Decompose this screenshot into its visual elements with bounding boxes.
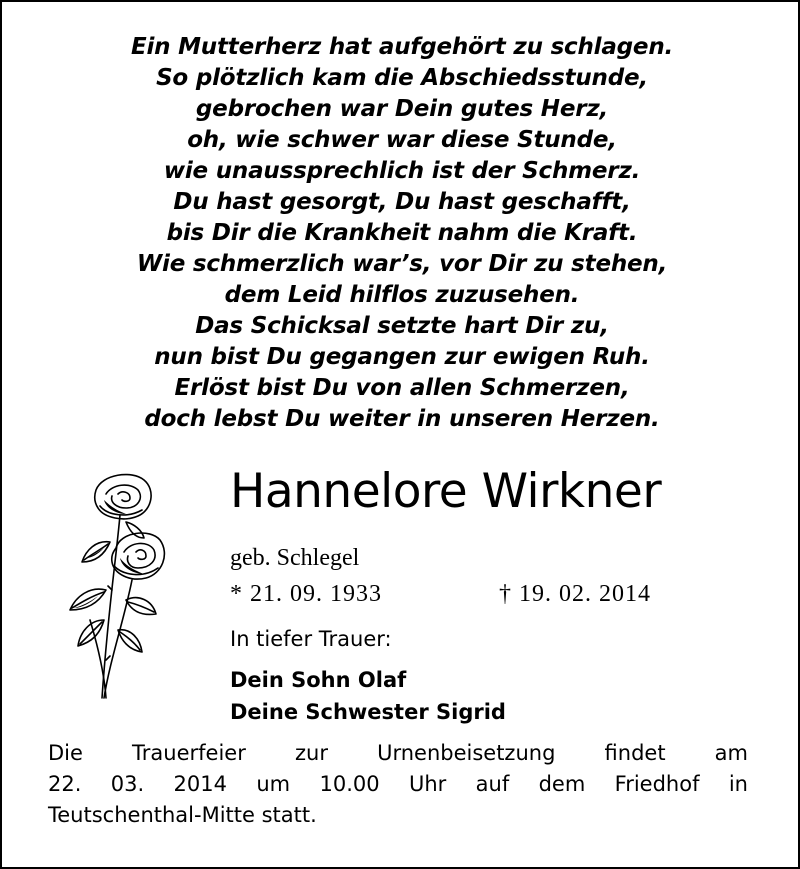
poem-line: doch lebst Du weiter in unseren Herzen. — [144, 406, 660, 432]
funeral-service-notice — [48, 738, 748, 831]
memorial-poem — [2, 32, 800, 435]
poem-line: So plötzlich kam die Abschiedsstunde, — [156, 65, 648, 91]
poem-line: dem Leid hilflos zuzusehen. — [224, 282, 580, 308]
birth-date: * 21. 09. 1933 — [230, 581, 382, 607]
poem-line: wie unaussprechlich ist der Schmerz. — [163, 158, 641, 184]
deceased-name: Hannelore Wirkner — [230, 464, 662, 519]
service-line: Die Trauerfeier zur Urnenbeisetzung findet am — [48, 741, 748, 765]
service-line: Teutschenthal-Mitte statt. — [48, 803, 317, 827]
poem-line: nun bist Du gegangen zur ewigen Ruh. — [154, 344, 650, 370]
rose-icon — [46, 470, 168, 700]
poem-line: Ein Mutterherz hat aufgehört zu schlagen. — [130, 34, 674, 60]
poem-line: oh, wie schwer war diese Stunde, — [187, 127, 617, 153]
maiden-name: geb. Schlegel — [230, 545, 360, 571]
poem-line: bis Dir die Krankheit nahm die Kraft. — [166, 220, 638, 246]
poem-line: Das Schicksal setzte hart Dir zu, — [195, 313, 609, 339]
death-date: † 19. 02. 2014 — [499, 581, 651, 607]
mourning-intro: In tiefer Trauer: — [230, 627, 392, 651]
mourner-name: Deine Schwester Sigrid — [230, 700, 506, 724]
poem-line: Du hast gesorgt, Du hast geschafft, — [173, 189, 631, 215]
service-line: 22. 03. 2014 um 10.00 Uhr auf dem Friedhof in — [48, 772, 748, 796]
poem-line: Erlöst bist Du von allen Schmerzen, — [174, 375, 630, 401]
mourner-name: Dein Sohn Olaf — [230, 668, 407, 692]
poem-line: Wie schmerzlich war’s, vor Dir zu stehen, — [136, 251, 668, 277]
poem-line: gebrochen war Dein gutes Herz, — [195, 96, 609, 122]
